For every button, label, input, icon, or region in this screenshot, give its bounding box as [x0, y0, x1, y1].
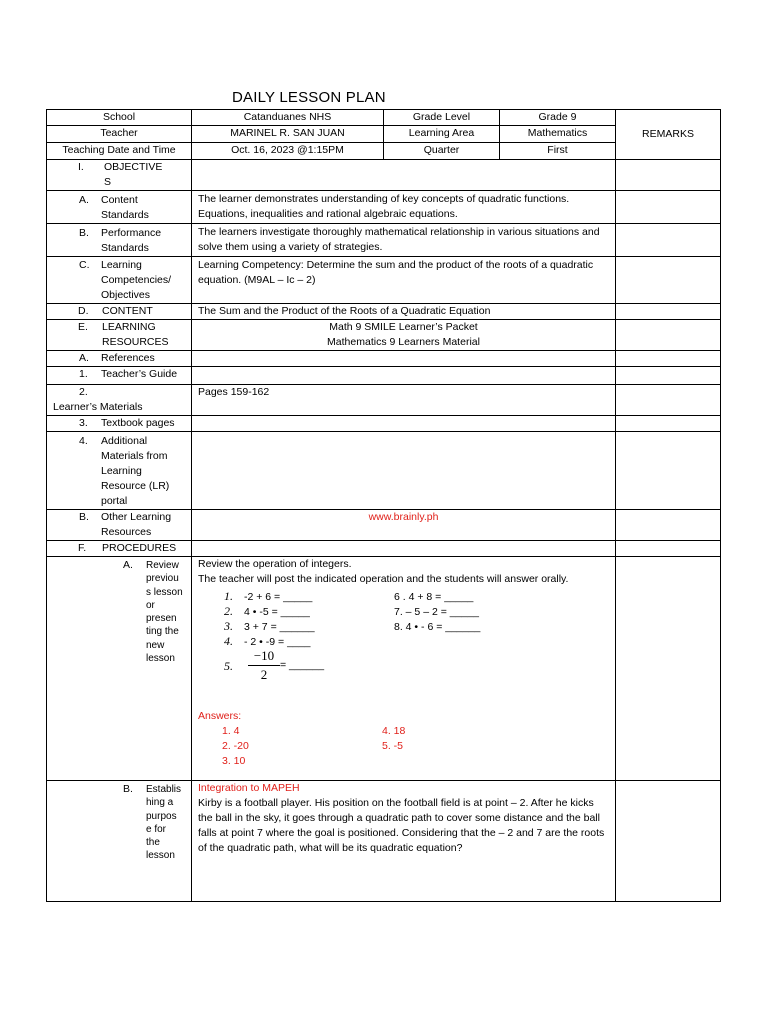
competencies-label: Learning Competencies/ Objectives	[101, 259, 172, 301]
review-lesson-heading	[47, 557, 192, 781]
procedures-row	[47, 541, 721, 557]
performance-standards-label: Performance Standards	[101, 227, 162, 254]
school-value: Catanduanes NHS	[192, 110, 384, 126]
performance-standards-text: The learners investigate thoroughly mathematical relationship in various situations and solve them using a variety of strategies.	[192, 224, 616, 257]
teacher-label: Teacher	[47, 126, 192, 143]
remarks-cell	[616, 160, 721, 191]
learning-resources-text	[192, 320, 616, 351]
review-lesson-row	[47, 557, 721, 781]
teachers-guide-heading	[47, 367, 192, 385]
item-letter: B.	[123, 783, 133, 795]
remarks-cell	[616, 257, 721, 304]
teacher-value: MARINEL R. SAN JUAN	[192, 126, 384, 143]
remarks-cell	[616, 191, 721, 224]
quarter-value: First	[500, 143, 616, 160]
word-problem-text: Kirby is a football player. His position on the football field is at point – 2. After he kicks the ball in the sky, it goes through a quadratic path to cover some distance and the ball falls at point 7 where the goal is positioned. Considering that the – 2 and 7 are the roots of the quadratic path, what will be its quadratic equation?	[198, 797, 605, 854]
exercise-number: 1.	[224, 589, 233, 603]
additional-materials-heading	[47, 432, 192, 510]
content-heading	[47, 304, 192, 320]
remarks-cell	[616, 367, 721, 385]
establishing-purpose-row	[47, 781, 721, 902]
additional-materials-row	[47, 432, 721, 510]
grade-label: Grade Level	[384, 110, 500, 126]
performance-standards-heading	[47, 224, 192, 257]
integration-heading: Integration to MAPEH	[198, 782, 300, 794]
item-number: 2.	[79, 386, 88, 398]
teachers-guide-label: Teacher’s Guide	[101, 368, 178, 380]
date-value: Oct. 16, 2023 @1:15PM	[192, 143, 384, 160]
answer-item: 2. -20	[222, 740, 249, 752]
item-letter: A.	[79, 352, 89, 364]
item-letter: A.	[79, 194, 89, 206]
references-cell	[192, 351, 616, 367]
answer-item: 3. 10	[222, 755, 246, 767]
teachers-guide-cell	[192, 367, 616, 385]
exercise-number: 3.	[224, 619, 233, 633]
learners-materials-row	[47, 385, 721, 416]
content-standards-text: The learner demonstrates understanding of key concepts of quadratic functions. Equations, inequalities and rational algebraic equations.	[192, 191, 616, 224]
procedures-heading	[47, 541, 192, 557]
remarks-cell	[616, 385, 721, 416]
area-label: Learning Area	[384, 126, 500, 143]
competencies-row	[47, 257, 721, 304]
date-label: Teaching Date and Time	[47, 143, 192, 160]
fraction	[248, 648, 280, 683]
exercise-number: 5.	[224, 659, 233, 673]
exercise-item: 6 . 4 + 8 = _____	[394, 591, 474, 603]
textbook-pages-label: Textbook pages	[101, 417, 175, 429]
references-label: References	[101, 352, 155, 364]
establishing-purpose-heading	[47, 781, 192, 902]
exercise-number: 2.	[224, 604, 233, 618]
answer-item: 4. 18	[382, 725, 406, 737]
section-number: E.	[78, 321, 88, 333]
answer-item: 5. -5	[382, 740, 404, 752]
procedures-cell	[192, 541, 616, 557]
textbook-pages-row	[47, 416, 721, 432]
header-row-school	[47, 110, 721, 126]
school-label: School	[47, 110, 192, 126]
other-resources-label: Other Learning Resources	[101, 511, 172, 538]
remarks-cell	[616, 304, 721, 320]
objectives-cell	[192, 160, 616, 191]
content-row	[47, 304, 721, 320]
performance-standards-row	[47, 224, 721, 257]
exercise-item: -2 + 6 = _____	[244, 591, 313, 603]
item-number: 4.	[79, 435, 88, 447]
section-number: F.	[78, 542, 87, 554]
exercise-item: 8. 4 • - 6 = ______	[394, 621, 481, 633]
remarks-cell	[616, 432, 721, 510]
item-number: 1.	[79, 368, 88, 380]
item-letter: A.	[123, 559, 133, 571]
fraction-denominator: 2	[260, 667, 268, 682]
objectives-label: OBJECTIVE S	[104, 161, 163, 188]
resource-line: Math 9 SMILE Learner’s Packet	[329, 321, 478, 333]
lesson-plan-table	[46, 109, 721, 902]
exercise-number: 4.	[224, 634, 233, 648]
objectives-row	[47, 160, 721, 191]
item-letter: B.	[79, 511, 89, 523]
learning-resources-heading	[47, 320, 192, 351]
page-title: DAILY LESSON PLAN	[232, 89, 386, 106]
exercise-item: = ______	[280, 659, 325, 671]
learners-materials-value: Pages 159-162	[192, 385, 616, 416]
exercise-item: 7. – 5 – 2 = _____	[394, 606, 479, 618]
additional-materials-cell	[192, 432, 616, 510]
textbook-pages-cell	[192, 416, 616, 432]
competencies-text: Learning Competency: Determine the sum and the product of the roots of a quadratic equation. (M9AL – Ic – 2)	[192, 257, 616, 304]
remarks-cell	[616, 351, 721, 367]
remarks-cell	[616, 781, 721, 902]
other-resources-heading	[47, 510, 192, 541]
remarks-cell	[616, 320, 721, 351]
section-number: I.	[78, 161, 84, 173]
content-standards-row	[47, 191, 721, 224]
learners-materials-label: Learner’s Materials	[53, 401, 143, 413]
fraction-bar	[248, 665, 280, 666]
grade-value: Grade 9	[500, 110, 616, 126]
area-value: Mathematics	[500, 126, 616, 143]
review-intro: Review the operation of integers.	[198, 558, 352, 570]
item-letter: B.	[79, 227, 89, 239]
teachers-guide-row	[47, 367, 721, 385]
other-resources-link[interactable]: www.brainly.ph	[192, 510, 616, 541]
other-resources-row	[47, 510, 721, 541]
learning-resources-row	[47, 320, 721, 351]
fraction-numerator: −10	[253, 648, 275, 663]
answers-label: Answers:	[198, 710, 242, 722]
learners-materials-heading	[47, 385, 192, 416]
exercise-list	[198, 589, 609, 709]
answer-item: 1. 4	[222, 725, 240, 737]
content-text: The Sum and the Product of the Roots of a Quadratic Equation	[192, 304, 616, 320]
objectives-heading	[47, 160, 192, 191]
remarks-header: REMARKS	[616, 110, 721, 160]
remarks-cell	[616, 416, 721, 432]
quarter-label: Quarter	[384, 143, 500, 160]
review-lesson-label: Review previou s lesson or presen ting the new lesson	[146, 560, 183, 665]
review-instructions: The teacher will post the indicated operation and the students will answer orally.	[198, 573, 569, 585]
learning-resources-label: LEARNING RESOURCES	[102, 321, 169, 348]
remarks-cell	[616, 557, 721, 781]
references-row	[47, 351, 721, 367]
exercise-item: - 2 • -9 = ____	[244, 636, 311, 648]
establishing-purpose-content	[192, 781, 616, 902]
exercise-item: 4 • -5 = _____	[244, 606, 310, 618]
references-heading	[47, 351, 192, 367]
content-standards-heading	[47, 191, 192, 224]
content-label: CONTENT	[102, 305, 153, 317]
content-standards-label: Content Standards	[101, 194, 149, 221]
procedures-label: PROCEDURES	[102, 542, 177, 554]
additional-materials-label: Additional Materials from Learning Resource (LR) portal	[101, 435, 170, 507]
exercise-item: 3 + 7 = ______	[244, 621, 315, 633]
remarks-cell	[616, 541, 721, 557]
establishing-purpose-label: Establis hing a purpos e for the lesson	[146, 784, 182, 862]
answers-list	[198, 724, 609, 780]
section-number: D.	[78, 305, 89, 317]
resource-line: Mathematics 9 Learners Material	[327, 336, 480, 348]
textbook-pages-heading	[47, 416, 192, 432]
competencies-heading	[47, 257, 192, 304]
review-lesson-content	[192, 557, 616, 781]
remarks-cell	[616, 510, 721, 541]
remarks-cell	[616, 224, 721, 257]
item-number: 3.	[79, 417, 88, 429]
item-letter: C.	[79, 259, 90, 271]
